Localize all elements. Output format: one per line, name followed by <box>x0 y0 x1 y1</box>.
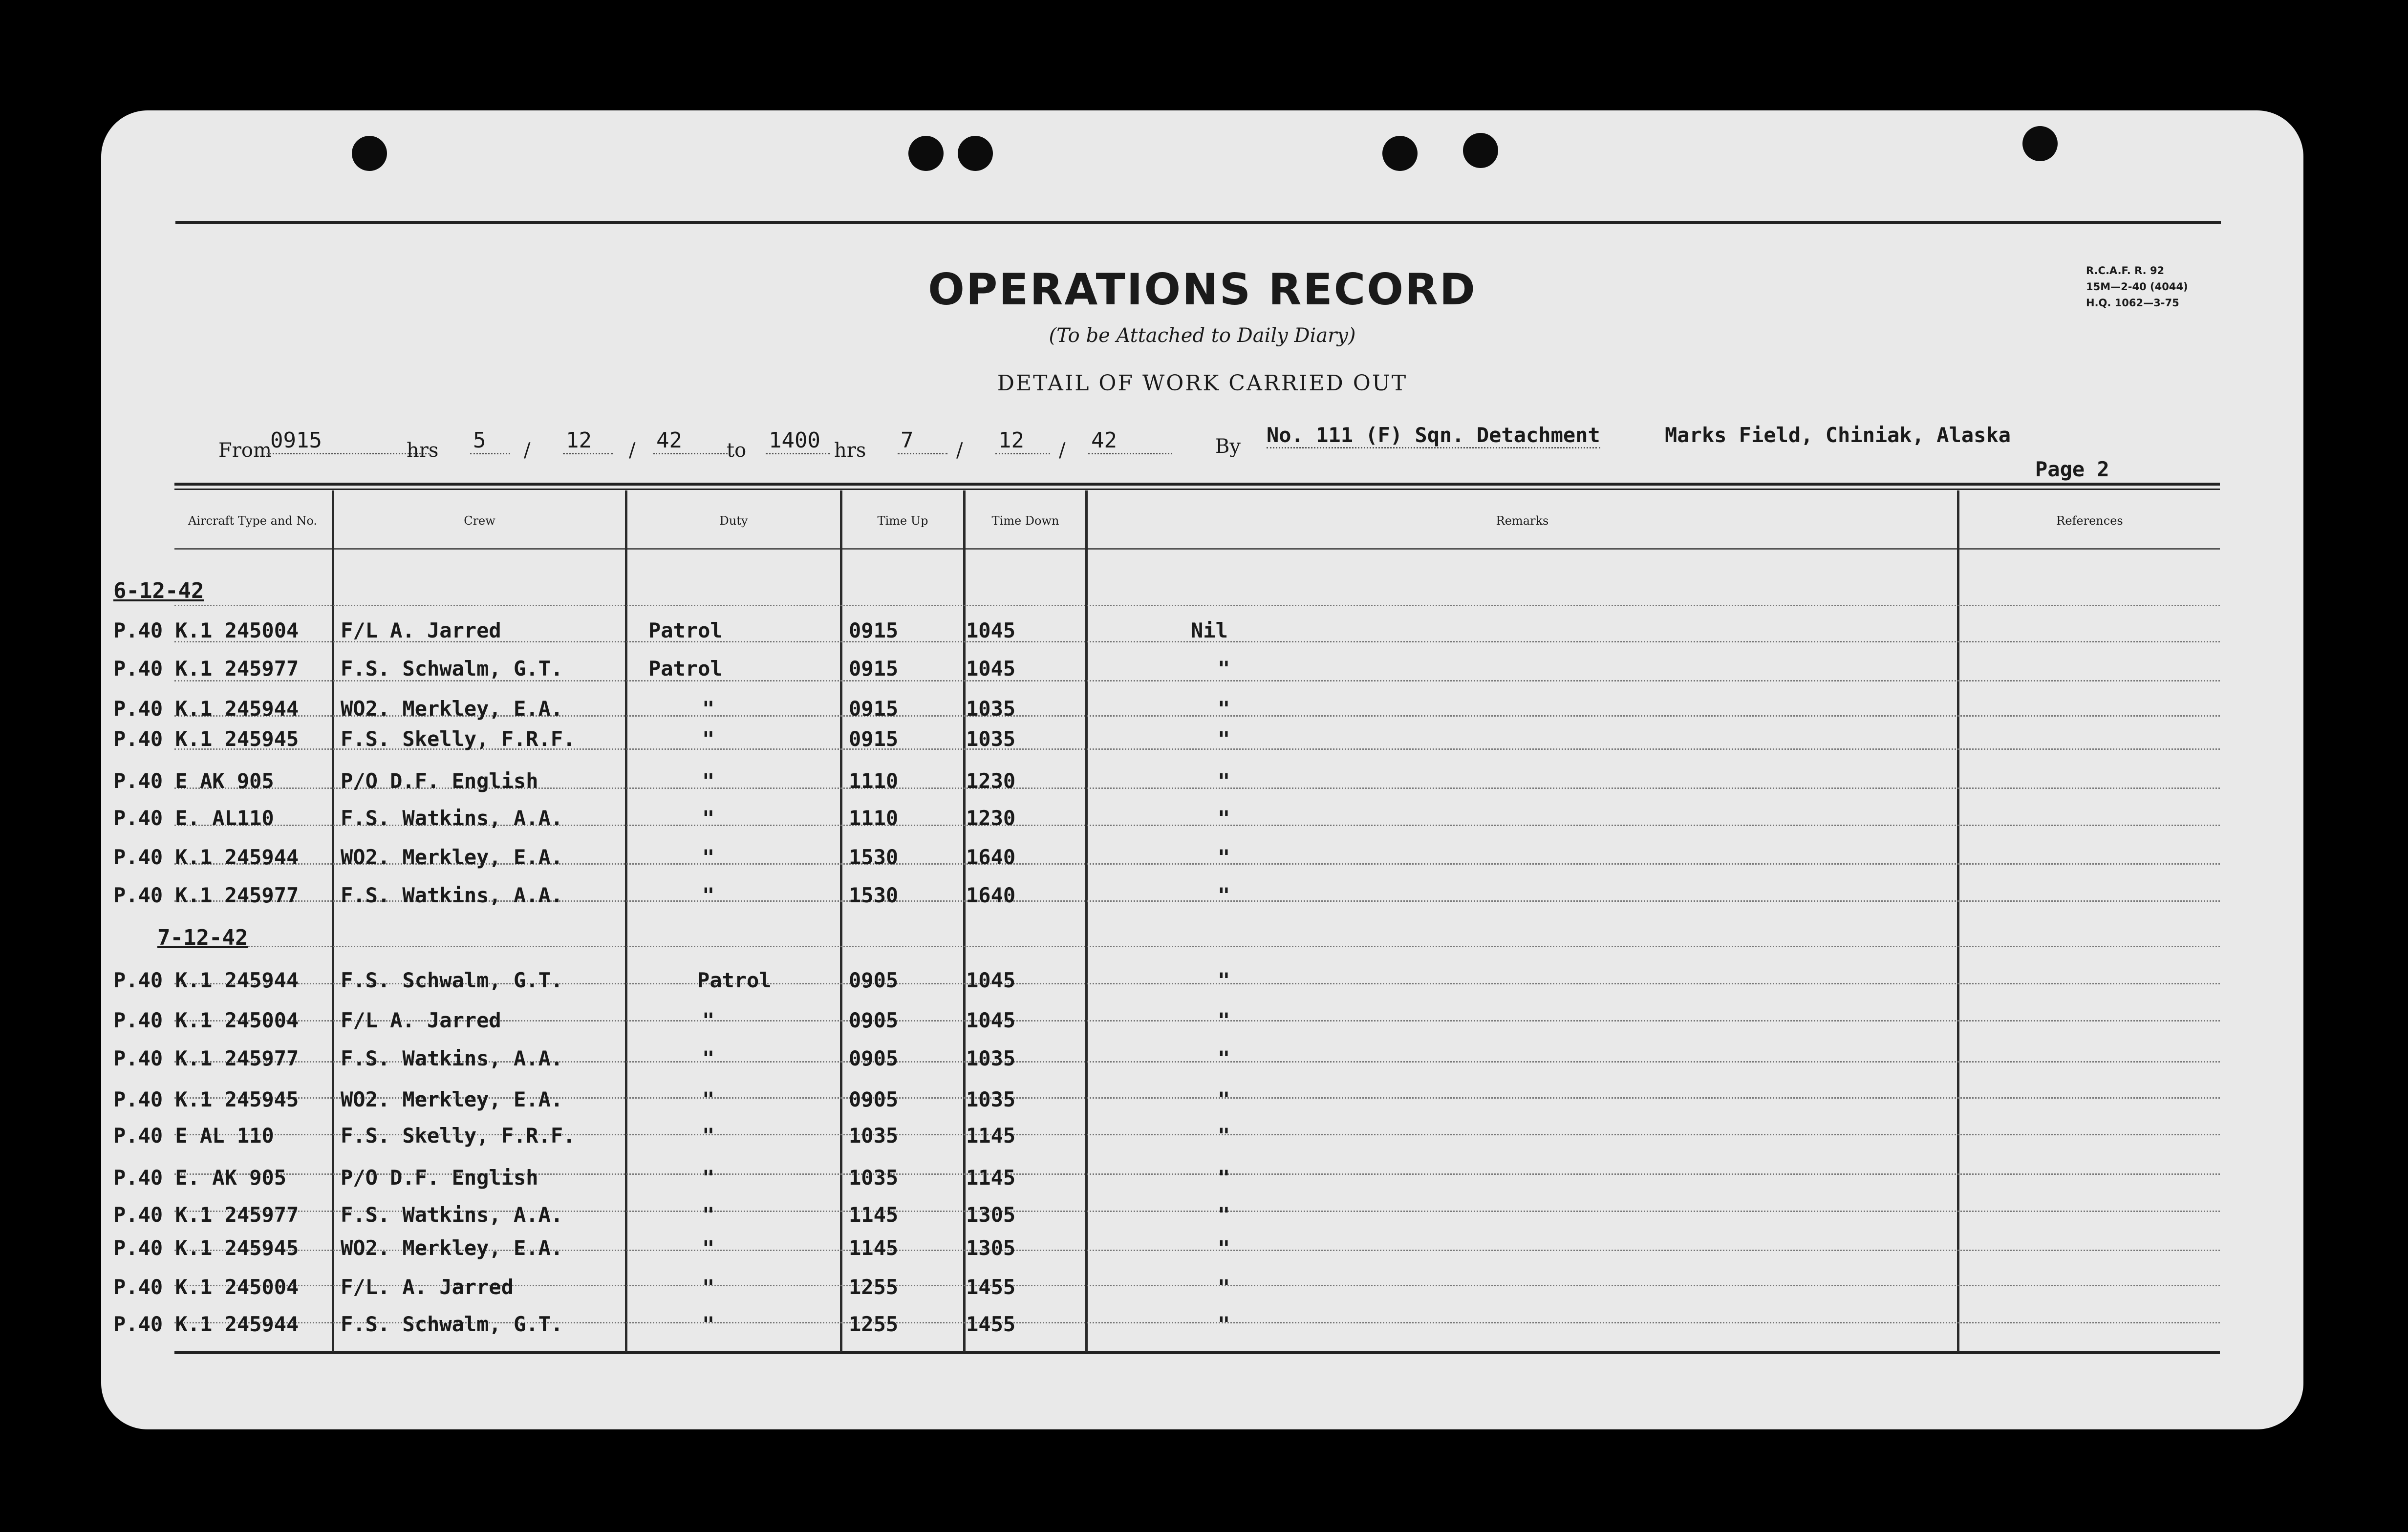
page-number: Page 2 <box>2035 457 2109 481</box>
time-up-cell: 0915 <box>849 727 899 751</box>
time-down-cell: 1640 <box>966 883 1016 907</box>
from-year: 42 <box>653 428 728 454</box>
by-label: By <box>1215 435 1241 458</box>
punch-hole <box>1382 136 1418 171</box>
crew-cell: F.S. Watkins, A.A. <box>341 1046 563 1070</box>
top-rule <box>175 221 2221 224</box>
remarks-cell: " <box>1218 1236 1230 1260</box>
duty-cell: " <box>702 845 715 869</box>
aircraft-cell: P.40 K.1 245004 <box>113 1275 299 1299</box>
aircraft-cell: P.40 K.1 245004 <box>113 618 299 642</box>
aircraft-cell: P.40 E. AK 905 <box>113 1166 287 1190</box>
duty-cell: " <box>702 806 715 830</box>
remarks-cell: " <box>1218 1312 1230 1336</box>
col-header-references: References <box>2056 514 2123 528</box>
crew-cell: P/O D.F. English <box>341 1166 538 1190</box>
time-down-cell: 1035 <box>966 727 1016 751</box>
crew-cell: WO2. Merkley, E.A. <box>341 845 563 869</box>
remarks-cell: " <box>1218 769 1230 793</box>
time-up-cell: 1145 <box>849 1203 899 1227</box>
col-divider <box>963 490 966 1352</box>
table-top-rule-2 <box>174 489 2220 490</box>
remarks-cell: " <box>1218 657 1230 681</box>
date-heading: 7-12-42 <box>157 925 248 950</box>
crew-cell: F.S. Schwalm, G.T. <box>341 657 563 681</box>
time-down-cell: 1305 <box>966 1236 1016 1260</box>
col-header-time-down: Time Down <box>991 514 1059 528</box>
table-top-rule <box>174 483 2220 486</box>
to-year: 42 <box>1088 428 1172 454</box>
crew-cell: F/L A. Jarred <box>341 1008 501 1032</box>
time-up-cell: 0915 <box>849 657 899 681</box>
crew-cell: F.S. Schwalm, G.T. <box>341 968 563 992</box>
to-month: 12 <box>995 428 1050 454</box>
time-down-cell: 1035 <box>966 1046 1016 1070</box>
time-down-cell: 1305 <box>966 1203 1016 1227</box>
remarks-cell: " <box>1218 883 1230 907</box>
crew-cell: F.S. Watkins, A.A. <box>341 883 563 907</box>
duty-cell: " <box>702 697 715 721</box>
aircraft-cell: P.40 K.1 245977 <box>113 1203 299 1227</box>
duty-cell: " <box>702 1166 715 1190</box>
aircraft-cell: P.40 E AL 110 <box>113 1124 274 1148</box>
aircraft-cell: P.40 K.1 245944 <box>113 697 299 721</box>
duty-cell: Patrol <box>697 968 772 992</box>
punch-hole <box>958 136 993 171</box>
aircraft-cell: P.40 K.1 245004 <box>113 1008 299 1032</box>
duty-cell: " <box>702 1312 715 1336</box>
hrs-label: hrs <box>834 439 866 462</box>
from-day: 5 <box>470 428 510 454</box>
col-header-time-up: Time Up <box>877 514 928 528</box>
aircraft-cell: P.40 K.1 245944 <box>113 1312 299 1336</box>
remarks-cell: " <box>1218 1046 1230 1070</box>
remarks-cell: " <box>1218 697 1230 721</box>
duty-cell: " <box>702 1124 715 1148</box>
remarks-cell: " <box>1218 845 1230 869</box>
table-bottom-rule <box>174 1351 2220 1354</box>
time-down-cell: 1230 <box>966 769 1016 793</box>
time-up-cell: 0915 <box>849 697 899 721</box>
time-up-cell: 0905 <box>849 1087 899 1111</box>
punch-hole <box>908 136 944 171</box>
time-up-cell: 1255 <box>849 1275 899 1299</box>
unit-location: Marks Field, Chiniak, Alaska <box>1665 423 2011 447</box>
remarks-cell: " <box>1218 1087 1230 1111</box>
date-heading: 6-12-42 <box>113 578 204 603</box>
crew-cell: WO2. Merkley, E.A. <box>341 1087 563 1111</box>
remarks-cell: " <box>1218 1203 1230 1227</box>
time-up-cell: 1530 <box>849 845 899 869</box>
time-up-cell: 1110 <box>849 769 899 793</box>
punch-hole <box>2022 126 2058 161</box>
time-up-cell: 0915 <box>849 618 899 642</box>
header-rule <box>174 548 2220 550</box>
crew-cell: F.S. Skelly, F.R.F. <box>341 1124 576 1148</box>
remarks-cell: " <box>1218 727 1230 751</box>
time-down-cell: 1045 <box>966 657 1016 681</box>
detail-heading: DETAIL OF WORK CARRIED OUT <box>997 371 1408 396</box>
punch-hole <box>1463 133 1498 168</box>
ruled-line <box>174 946 2220 947</box>
page-subtitle: (To be Attached to Daily Diary) <box>1049 324 1356 347</box>
remarks-cell: Nil <box>1191 618 1228 642</box>
col-divider <box>1957 490 1959 1352</box>
operations-record-card <box>101 110 2303 1429</box>
col-header-aircraft: Aircraft Type and No. <box>188 514 318 528</box>
time-down-cell: 1145 <box>966 1124 1016 1148</box>
time-down-cell: 1035 <box>966 1087 1016 1111</box>
aircraft-cell: P.40 K.1 245945 <box>113 727 299 751</box>
unit-name: No. 111 (F) Sqn. Detachment <box>1267 423 1600 448</box>
time-up-cell: 1530 <box>849 883 899 907</box>
time-down-cell: 1640 <box>966 845 1016 869</box>
duty-cell: " <box>702 727 715 751</box>
col-header-duty: Duty <box>719 514 748 528</box>
crew-cell: F.S. Watkins, A.A. <box>341 806 563 830</box>
time-down-cell: 1455 <box>966 1275 1016 1299</box>
time-up-cell: 1035 <box>849 1124 899 1148</box>
duty-cell: " <box>702 1203 715 1227</box>
to-time: 1400 <box>766 428 830 454</box>
aircraft-cell: P.40 E AK 905 <box>113 769 274 793</box>
time-up-cell: 1110 <box>849 806 899 830</box>
date-slash: / <box>629 439 636 462</box>
duty-cell: " <box>702 1275 715 1299</box>
ruled-line <box>174 605 2220 606</box>
remarks-cell: " <box>1218 1166 1230 1190</box>
col-divider <box>332 490 334 1352</box>
crew-cell: WO2. Merkley, E.A. <box>341 697 563 721</box>
remarks-cell: " <box>1218 806 1230 830</box>
duty-cell: " <box>702 1236 715 1260</box>
duty-cell: Patrol <box>648 618 723 642</box>
duty-cell: " <box>702 769 715 793</box>
time-down-cell: 1045 <box>966 618 1016 642</box>
page-title: OPERATIONS RECORD <box>928 264 1477 315</box>
col-header-crew: Crew <box>464 514 495 528</box>
punch-hole <box>352 136 387 171</box>
from-month: 12 <box>563 428 613 454</box>
duty-cell: Patrol <box>648 657 723 681</box>
col-divider <box>625 490 627 1352</box>
time-up-cell: 1145 <box>849 1236 899 1260</box>
time-up-cell: 0905 <box>849 1008 899 1032</box>
time-down-cell: 1035 <box>966 697 1016 721</box>
duty-cell: " <box>702 883 715 907</box>
aircraft-cell: P.40 K.1 245977 <box>113 1046 299 1070</box>
crew-cell: F.S. Skelly, F.R.F. <box>341 727 576 751</box>
date-slash: / <box>956 439 963 462</box>
crew-cell: F.S. Watkins, A.A. <box>341 1203 563 1227</box>
aircraft-cell: P.40 K.1 245945 <box>113 1087 299 1111</box>
time-up-cell: 0905 <box>849 968 899 992</box>
time-down-cell: 1045 <box>966 968 1016 992</box>
time-down-cell: 1145 <box>966 1166 1016 1190</box>
to-day: 7 <box>898 428 947 454</box>
duty-cell: " <box>702 1087 715 1111</box>
remarks-cell: " <box>1218 1275 1230 1299</box>
remarks-cell: " <box>1218 968 1230 992</box>
aircraft-cell: P.40 K.1 245944 <box>113 968 299 992</box>
crew-cell: WO2. Merkley, E.A. <box>341 1236 563 1260</box>
hrs-label: hrs <box>407 439 439 462</box>
time-up-cell: 1035 <box>849 1166 899 1190</box>
remarks-cell: " <box>1218 1124 1230 1148</box>
col-divider <box>840 490 842 1352</box>
form-code: R.C.A.F. R. 92 15M—2-40 (4044) H.Q. 1062—3-75 <box>2086 265 2188 309</box>
from-time: 0915 <box>267 428 430 454</box>
col-header-remarks: Remarks <box>1496 514 1549 528</box>
crew-cell: F/L. A. Jarred <box>341 1275 514 1299</box>
time-down-cell: 1045 <box>966 1008 1016 1032</box>
aircraft-cell: P.40 K.1 245944 <box>113 845 299 869</box>
from-label: From <box>218 439 272 462</box>
date-slash: / <box>524 439 531 462</box>
col-divider <box>1085 490 1088 1352</box>
time-down-cell: 1230 <box>966 806 1016 830</box>
date-slash: / <box>1059 439 1066 462</box>
crew-cell: F.S. Schwalm, G.T. <box>341 1312 563 1336</box>
aircraft-cell: P.40 K.1 245977 <box>113 883 299 907</box>
aircraft-cell: P.40 E. AL110 <box>113 806 274 830</box>
time-up-cell: 0905 <box>849 1046 899 1070</box>
to-label: to <box>727 439 747 462</box>
time-up-cell: 1255 <box>849 1312 899 1336</box>
crew-cell: F/L A. Jarred <box>341 618 501 642</box>
aircraft-cell: P.40 K.1 245945 <box>113 1236 299 1260</box>
remarks-cell: " <box>1218 1008 1230 1032</box>
time-down-cell: 1455 <box>966 1312 1016 1336</box>
aircraft-cell: P.40 K.1 245977 <box>113 657 299 681</box>
crew-cell: P/O D.F. English <box>341 769 538 793</box>
duty-cell: " <box>702 1046 715 1070</box>
duty-cell: " <box>702 1008 715 1032</box>
